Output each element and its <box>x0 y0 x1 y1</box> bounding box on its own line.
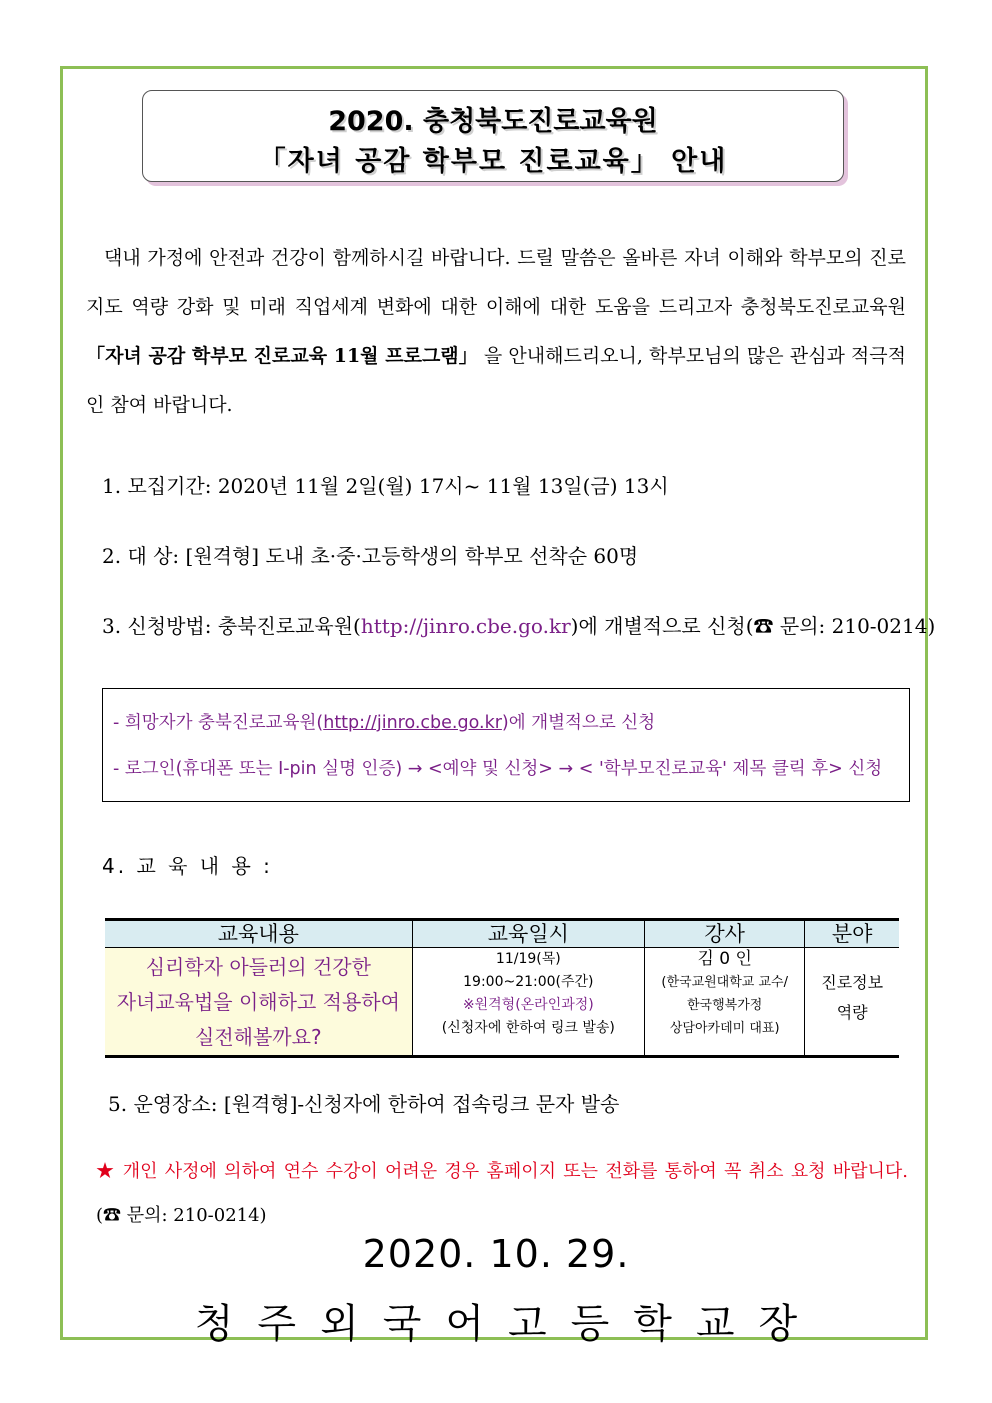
table-row <box>105 948 899 1057</box>
content-line: 실전해볼까요? <box>195 1025 322 1049</box>
table-header-row <box>105 920 899 948</box>
cell-content <box>105 948 412 1057</box>
program-table <box>105 918 899 1058</box>
cell-datetime <box>412 948 644 1057</box>
item-target: 2. 대 상: [원격형] 도내 초·중·고등학생의 학부모 선착순 60명 <box>102 544 639 568</box>
guide-line-1-suffix: )에 개별적으로 신청 <box>501 713 656 733</box>
intro-text-1: 댁내 가정에 안전과 건강이 함께하시길 바랍니다. 드릴 말씀은 올바른 자녀 이해와 학부모의 진로지도 역량 강화 및 미래 직업세계 변화에 대한 이해에 대한 도움을 드리고자 충청북도진로교육원 <box>86 247 906 318</box>
intro-text-2: 을 안내해드리오니, 학부모님의 많은 관심과 적극적인 참여 바랍니다. <box>86 345 906 416</box>
instructor-desc: (한국교원대학교 교수/ <box>661 975 788 990</box>
header-instructor: 강사 <box>645 920 805 948</box>
guide-url-link[interactable]: http://jinro.cbe.go.kr <box>323 713 502 733</box>
title-box <box>142 90 844 182</box>
link-note: (신청자에 한하여 링크 발송) <box>441 1020 615 1036</box>
item-apply-method <box>102 610 935 639</box>
title-line-2: 「자녀 공감 학부모 진로교육」 안내 <box>258 146 728 177</box>
content-heading: 4. 교 육 내 용 : <box>102 854 273 878</box>
guide-line-2: - 로그인(휴대폰 또는 I-pin 실명 인증) → <예약 및 신청> → < '학부모진로교육' 제목 클릭 후> 신청 <box>113 759 883 779</box>
header-datetime: 교육일시 <box>412 920 644 948</box>
apply-method-prefix: 3. 신청방법: 충북진로교육원( <box>102 614 361 638</box>
notice-phone: (☎ 문의: 210-0214) <box>96 1205 267 1226</box>
date-text: 11/19(목) <box>495 951 561 967</box>
item-recruit-period: 1. 모집기간: 2020년 11월 2일(월) 17시~ 11월 13일(금) 13시 <box>102 474 669 498</box>
notice-text: ★ 개인 사정에 의하여 연수 수강이 어려운 경우 홈페이지 또는 전화를 통하여 꼭 취소 요청 바랍니다. <box>96 1161 908 1182</box>
title-line-1: 2020. 충청북도진로교육원 <box>328 106 658 137</box>
online-note: ※원격형(온라인과정) <box>462 997 594 1013</box>
intro-paragraph <box>86 234 906 430</box>
apply-guide-box <box>102 688 910 802</box>
content-line: 심리학자 아들러의 건강한 <box>145 955 371 979</box>
cell-field <box>805 948 899 1057</box>
intro-program-name: 「자녀 공감 학부모 진로교육 11월 프로그램」 <box>86 345 478 367</box>
time-text: 19:00~21:00(주간) <box>463 974 594 990</box>
header-field: 분야 <box>805 920 899 948</box>
apply-url-link[interactable]: http://jinro.cbe.go.kr <box>360 614 571 638</box>
cell-instructor <box>645 948 805 1057</box>
item-venue: 5. 운영장소: [원격형]-신청자에 한하여 접속링크 문자 발송 <box>108 1092 620 1116</box>
guide-line-1-prefix: - 희망자가 충북진로교육원( <box>113 713 324 733</box>
school-name: 청주외국어고등학교장 <box>194 1301 822 1347</box>
instructor-desc: 상담아카데미 대표) <box>669 1021 780 1036</box>
apply-method-suffix: )에 개별적으로 신청(☎ 문의: 210-0214) <box>570 614 936 638</box>
field-line: 역량 <box>836 1003 868 1022</box>
guide-line-1 <box>113 709 655 734</box>
content-line: 자녀교육법을 이해하고 적용하여 <box>116 990 400 1014</box>
instructor-desc: 한국행복가정 <box>687 998 763 1013</box>
cancel-notice <box>96 1150 908 1238</box>
header-content: 교육내용 <box>105 920 412 948</box>
field-line: 진로정보 <box>821 973 884 992</box>
instructor-name: 김 0 인 <box>697 949 752 969</box>
document-date: 2020. 10. 29. <box>362 1232 630 1276</box>
